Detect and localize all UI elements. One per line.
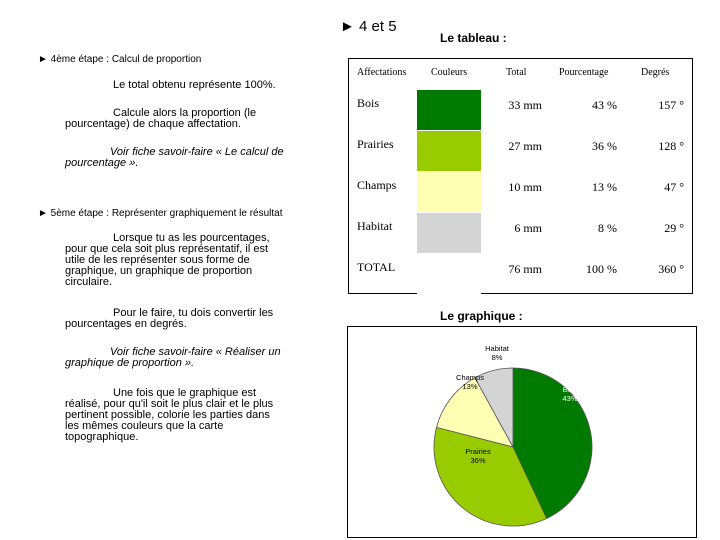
paragraph-lorsque-3: utile de les représenter sous forme de [65,254,250,266]
row-champs-deg: 47 ° [664,180,684,194]
main-heading: ► 4 et 5 [340,18,397,35]
row-habitat-name: Habitat [357,219,393,233]
row-total-total: 76 mm [508,262,542,276]
paragraph-colorie-2: réalisé, pour qu'il soit le plus clair et le plus [65,398,274,410]
paragraph-colorie-5: topographique. [65,431,139,443]
paragraph-lorsque-2: pour que cela soit plus représentatif, il est [65,243,269,255]
pie-label-bois: Bois 43% [562,385,578,403]
header-degres: Degrés [641,67,670,78]
row-champs-name: Champs [357,178,397,192]
pie-label-champs: Champs 13% [456,373,484,391]
pie-label-prairies: Prairies 36% [465,447,491,465]
row-prairies-name: Prairies [357,137,394,151]
paragraph-fiche-calcul-1: Voir fiche savoir-faire « Le calcul de [110,146,284,158]
paragraph-fiche-graph-2: graphique de proportion ». [65,357,195,369]
step-4-heading: ► 4ème étape : Calcul de proportion [38,54,202,65]
paragraph-lorsque-4: graphique, un graphique de proportion [65,265,253,277]
pie-chart [348,327,696,537]
header-couleurs: Couleurs [431,67,468,78]
row-habitat-pct: 8 % [598,221,617,235]
step-5-heading: ► 5ème étape : Représenter graphiquement le résultat [38,208,283,219]
paragraph-fiche-graph-1: Voir fiche savoir-faire « Réaliser un [110,346,281,358]
paragraph-colorie-1: Une fois que le graphique est [113,387,257,399]
row-bois-deg: 157 ° [658,98,684,112]
paragraph-calcule-2: pourcentage) de chaque affectation. [65,118,241,130]
header-total: Total [506,67,527,78]
row-prairies-deg: 128 ° [658,139,684,153]
row-habitat-total: 6 mm [514,221,542,235]
row-bois-total: 33 mm [508,98,542,112]
header-affectations: Affectations [357,67,407,78]
row-bois-name: Bois [357,96,380,110]
paragraph-calcule-1: Calcule alors la proportion (le [113,107,257,119]
table-heading: Le tableau : [440,31,507,45]
paragraph-colorie-3: pertinent possible, colorie les parties dans [65,409,270,421]
pie-label-habitat: Habitat 8% [485,344,509,362]
chart-heading: Le graphique : [440,309,523,323]
paragraph-convertir-2: pourcentages en degrés. [65,318,187,330]
row-champs-total: 10 mm [508,180,542,194]
paragraph-fiche-calcul-2: pourcentage ». [65,157,139,169]
header-pourcentage: Pourcentage [559,67,609,78]
paragraph-lorsque-1: Lorsque tu as les pourcentages, [113,232,270,244]
data-table [348,58,693,294]
pie-chart-box [347,326,697,538]
row-total-pct: 100 % [586,262,617,276]
paragraph-convertir-1: Pour le faire, tu dois convertir les [113,307,274,319]
row-habitat-deg: 29 ° [664,221,684,235]
paragraph-lorsque-5: circulaire. [65,276,113,288]
row-total-deg: 360 ° [658,262,684,276]
row-bois-pct: 43 % [592,98,617,112]
paragraph-total: Le total obtenu représente 100%. [113,79,276,91]
row-champs-pct: 13 % [592,180,617,194]
paragraph-colorie-4: les mêmes couleurs que la carte [65,420,224,432]
row-prairies-total: 27 mm [508,139,542,153]
row-prairies-pct: 36 % [592,139,617,153]
row-total-name: TOTAL [357,260,396,274]
